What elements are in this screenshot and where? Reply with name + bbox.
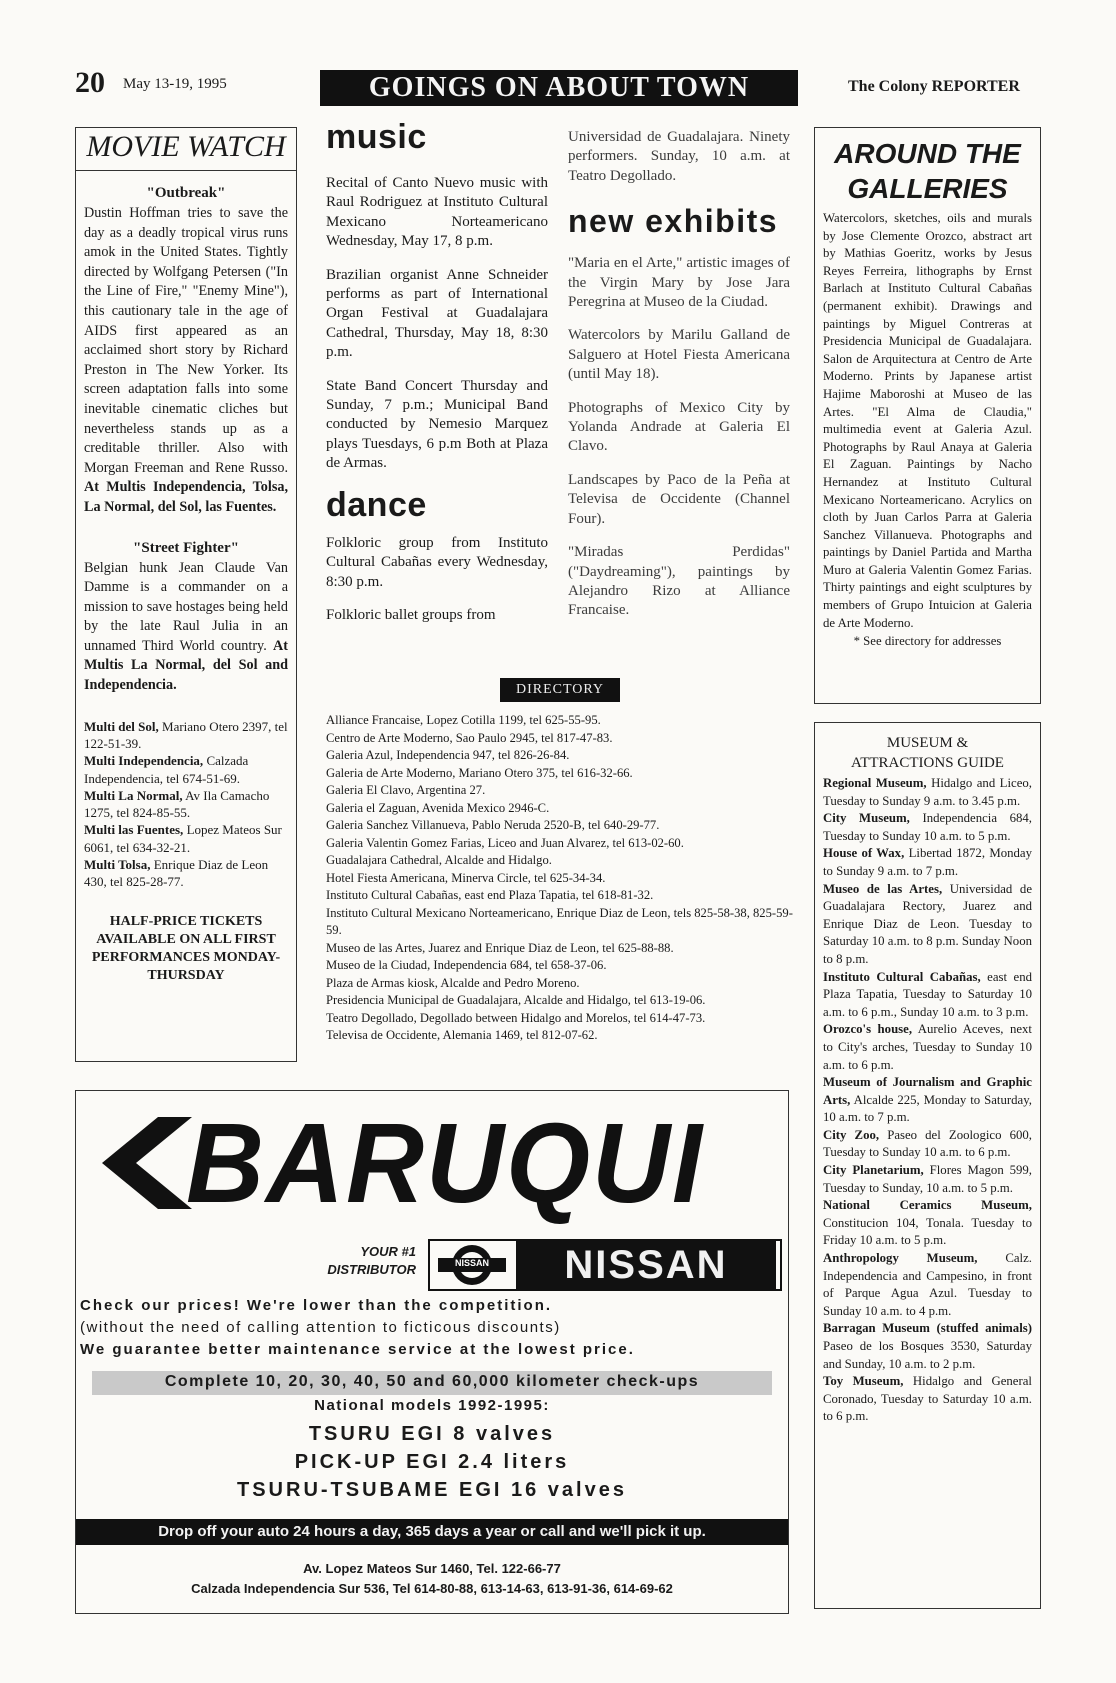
directory-entry: Galeria El Clavo, Argentina 27. [326, 783, 486, 797]
exhibit-listing: Photographs of Mexico City by Yolanda Andrade at Galeria El Clavo. [568, 399, 790, 455]
new-exhibits-heading: new exhibits [568, 203, 779, 240]
nissan-wordmark: NISSAN [516, 1241, 776, 1289]
directory-entry: Instituto Cultural Cabañas, east end Plaza Tapatia, tel 618-81-32. [326, 888, 654, 902]
directory-entry: Galeria Valentin Gomez Farias, Liceo and Juan Alvarez, tel 613-02-60. [326, 835, 684, 850]
exhibit-listing: Landscapes by Paco de la Peña at Televisa de Occidente (Channel Four). [568, 471, 790, 527]
directory-entry: Televisa de Occidente, Alemania 1469, tel 812-07-62. [326, 1028, 598, 1042]
exhibits-column [568, 128, 790, 635]
directory-entry: Galeria de Arte Moderno, Mariano Otero 375, tel 616-32-66. [326, 765, 633, 780]
film-venue: At Multis La Normal, del Sol and Independencia. [84, 637, 288, 694]
nissan-logo-frame [428, 1239, 782, 1291]
music-listing: Recital of Canto Nuevo music with Raul Rodriguez at Instituto Cultural Mexicano Norteamericano Wednesday, May 17, 8 p.m. [326, 175, 548, 250]
ad-checkups-line: Complete 10, 20, 30, 40, 50 and 60,000 kilometer check-ups [164, 1373, 700, 1390]
theater-entry: Multi las Fuentes, Lopez Mateos Sur 6061, tel 634-32-21. [84, 822, 282, 855]
museum-entry: Instituto Cultural Cabañas, east end Plaza Tapatia, Tuesday to Saturday 10 a.m. to 6 p.m., Sunday 10 a.m. to 3 p.m. [823, 969, 1033, 1019]
film-review: Dustin Hoffman tries to save the day as a deadly tropical virus runs amok in the United States. Tightly directed by Wolfgang Petersen ("In the Line of Fire," "Enemy Mine"), this cautionary tale in the age of AIDS first appeared as an acclaimed short story by Richard Preston in The New Yorker. Its screen adaptation falls into some inevitable cinematic cliches but nevertheless stands up as a creditable thriller. Also with Morgan Freeman and Rene Russo. At Multis Independencia, Tolsa, La Normal, del Sol, las Fuentes. [84, 205, 288, 515]
baruqui-logo-chevron-icon [88, 1113, 198, 1213]
baruqui-wordmark: BARUQUI [186, 1099, 704, 1227]
directory-entry: Instituto Cultural Mexicano Norteamericano, Enrique Diaz de Leon, tels 825-58-38, 825-59-59. [326, 905, 793, 937]
dance-listing: Folkloric ballet groups from [326, 606, 496, 623]
directory-entry: Galeria Azul, Independencia 947, tel 826-26-84. [326, 748, 570, 762]
distributor-tagline [306, 1243, 416, 1279]
ad-prices-line: Check our prices! We're lower than the competition. [80, 1297, 553, 1314]
page-number: 20 [75, 66, 105, 99]
music-dance-column [326, 120, 548, 639]
galleries-body: Watercolors, sketches, oils and murals by Jose Clemente Orozco, abstract art by Mathias Goeritz, works by Jesus Reyes Ferreira, lithographs by Ernst Barlach at Instituto Cultural Cabañas (permanent exhibit). Drawings and paintings by Miguel Contreras at Presidencia Municipal de Guadalajara. Salon de Arquitectura at Centro de Arte Moderno. Prints by Japanese artist Hajime Maboroshi at Museo de las Artes. "El Alma de Claudia," multimedia event at Galeria Azul. Photographs by Raul Anaya at Galeria El Zaguan. Paintings by Nacho Hernandez at Instituto Cultural Mexicano Norteamericano. Acrylics on cloth by Juan Carlos Parra at Galeria Sanchez Villanueva. Photographs and paintings by Daniel Partida and Martha Muro at Galeria Valentin Gomez Farias. Thirty paintings and eight sculptures by members of Grupo Intuicion at Galeria de Arte Moderno. [823, 211, 1032, 630]
film-review: Belgian hunk Jean Claude Van Damme is a commander on a mission to save hostages being held by the late Raul Julia in an unnamed Third World country. At Multis La Normal, del Sol and Independencia. [84, 559, 288, 694]
directory-entry: Museo de las Artes, Juarez and Enrique Diaz de Leon, tel 625-88-88. [326, 940, 674, 955]
directory-entry: Alliance Francaise, Lopez Cotilla 1199, tel 625-55-95. [326, 713, 601, 727]
dance-listing: Folkloric group from Instituto Cultural Cabañas every Wednesday, 8:30 p.m. [326, 534, 548, 590]
exhibit-listing: "Miradas Perdidas" ("Daydreaming"), paintings by Alejandro Rizo at Alliance Francaise. [568, 544, 790, 619]
ad-models-heading: National models 1992-1995: [314, 1397, 550, 1414]
baruqui-advertisement [75, 1090, 789, 1614]
ad-address: Av. Lopez Mateos Sur 1460, Tel. 122-66-77 [303, 1561, 561, 1576]
galleries-title-line: GALLERIES [847, 173, 1008, 204]
film-venue: At Multis Independencia, Tolsa, La Normal, del Sol, las Fuentes. [84, 479, 288, 515]
museum-entry: City Planetarium, Flores Magon 599, Tuesday to Sunday, 10 a.m. to 5 p.m. [823, 1163, 1032, 1195]
theater-entry: Multi Independencia, Calzada Independencia, tel 674-51-69. [84, 753, 249, 786]
issue-date: May 13-19, 1995 [123, 76, 227, 92]
theater-entry: Multi del Sol, Mariano Otero 2397, tel 122-51-39. [84, 718, 288, 751]
tagline-line: DISTRIBUTOR [327, 1262, 416, 1277]
museum-entry: Toy Museum, Hidalgo and General Coronado, Tuesday to Saturday 10 a.m. to 6 p.m. [823, 1374, 1032, 1424]
ad-model: PICK-UP EGI 2.4 liters [294, 1451, 570, 1473]
theater-list [84, 718, 288, 891]
museum-entry: Museum of Journalism and Graphic Arts, Alcalde 225, Monday to Saturday, 10 a.m. to 7 p.m. [823, 1075, 1032, 1125]
galleries-note: * See directory for addresses [853, 634, 1002, 649]
ad-model: TSURU EGI 8 valves [308, 1423, 556, 1445]
museum-entry: Orozco's house, Aurelio Aceves, next to City's arches, Tuesday to Sunday 10 a.m. to 6 p.m. [823, 1022, 1032, 1072]
directory-entry: Presidencia Municipal de Guadalajara, Alcalde and Hidalgo, tel 613-19-06. [326, 993, 706, 1007]
museum-entry: Anthropology Museum, Calz. Independencia and Campesino, in front of Parque Agua Azul. Tuesday to Sunday 10 a.m. to 4 p.m. [823, 1251, 1032, 1318]
tagline-line: YOUR #1 [360, 1244, 416, 1259]
tickets-note: HALF-PRICE TICKETS AVAILABLE ON ALL FIRST PERFORMANCES MONDAY-THURSDAY [91, 913, 281, 983]
movie-watch-box [75, 127, 297, 1062]
theater-entry: Multi La Normal, Av Ila Camacho 1275, tel 824-85-55. [84, 787, 270, 821]
museum-guide-box [814, 722, 1041, 1609]
publication-name: The Colony REPORTER [848, 78, 1020, 95]
galleries-box [814, 127, 1041, 704]
film-title: "Street Fighter" [133, 539, 239, 556]
directory-entry: Hotel Fiesta Americana, Minerva Circle, tel 625-34-34. [326, 870, 606, 885]
music-listing: State Band Concert Thursday and Sunday, 7 p.m.; Municipal Band conducted by Nemesio Marquez plays Tuesdays, 6 p.m Both at Plaza de Armas. [326, 377, 548, 472]
exhibit-listing: "Maria en el Arte," artistic images of the Virgin Mary by Jose Jara Peregrina at Museo de la Ciudad. [568, 255, 790, 311]
music-listing: Brazilian organist Anne Schneider performs as part of International Organ Festival at Guadalajara Cathedral, Thursday, May 18, 8:30 p.m. [326, 266, 548, 361]
nissan-badge-text: NISSAN [454, 1258, 489, 1268]
film-title: "Outbreak" [146, 185, 226, 201]
museum-entry: City Zoo, Paseo del Zoologico 600, Tuesday to Sunday 10 a.m. to 6 p.m. [823, 1127, 1032, 1160]
directory-entry: Galeria el Zaguan, Avenida Mexico 2946-C. [326, 800, 550, 815]
dance-listing-continued: Universidad de Guadalajara. Ninety performers. Sunday, 10 a.m. at Teatro Degollado. [568, 129, 790, 184]
section-banner: GOINGS ON ABOUT TOWN [320, 70, 798, 106]
ad-discounts-line: (without the need of calling attention to ficticous discounts) [80, 1319, 561, 1336]
ad-guarantee-line: We guarantee better maintenance service at the lowest price. [80, 1341, 635, 1358]
music-heading: music [326, 118, 427, 156]
museum-guide-title [823, 733, 1032, 773]
directory-heading: DIRECTORY [500, 678, 620, 702]
museum-entry: City Museum, Independencia 684, Tuesday to Sunday 10 a.m. to 5 p.m. [823, 811, 1033, 843]
directory-entry: Galeria Sanchez Villanueva, Pablo Neruda 2520-B, tel 640-29-77. [326, 818, 660, 832]
ad-model: TSURU-TSUBAME EGI 16 valves [237, 1479, 627, 1501]
directory-entry: Museo de la Ciudad, Independencia 684, tel 658-37-06. [326, 958, 607, 972]
ad-dropoff-banner: Drop off your auto 24 hours a day, 365 days a year or call and we'll pick it up. [76, 1519, 788, 1545]
dance-heading: dance [326, 485, 427, 524]
directory-list [326, 712, 796, 1045]
museum-guide-title-line: MUSEUM & [886, 735, 969, 751]
museum-entry: Museo de las Artes, Universidad de Guadalajara Rectory, Juarez and Enrique Diaz de Leon. Tuesday to Saturday 10 a.m. to 8 p.m. Sunday Noon to 8 p.m. [823, 881, 1032, 966]
movie-watch-title: MOVIE WATCH [76, 128, 296, 171]
directory-entry: Guadalajara Cathedral, Alcalde and Hidalgo. [326, 853, 552, 867]
galleries-title-line: AROUND THE [834, 138, 1021, 169]
galleries-title [823, 136, 1032, 206]
museum-entry: Regional Museum, Hidalgo and Liceo, Tuesday to Sunday 9 a.m. to 3.45 p.m. [823, 776, 1032, 808]
theater-entry: Multi Tolsa, Enrique Diaz de Leon 430, tel 825-28-77. [84, 857, 269, 890]
museum-entry: Barragan Museum (stuffed animals) Paseo de los Bosques 3530, Saturday and Sunday, 10 a.m. to 2 p.m. [823, 1321, 1032, 1371]
museum-entry: House of Wax, Libertad 1872, Monday to Sunday 9 a.m. to 7 p.m. [823, 846, 1032, 878]
museum-guide-title-line: ATTRACTIONS GUIDE [851, 755, 1004, 771]
directory-entry: Centro de Arte Moderno, Sao Paulo 2945, tel 817-47-83. [326, 730, 613, 745]
ad-address: Calzada Independencia Sur 536, Tel 614-80-88, 613-14-63, 613-91-36, 614-69-62 [191, 1581, 673, 1596]
exhibit-listing: Watercolors by Marilu Galland de Salguero at Hotel Fiesta Americana (until May 18). [568, 327, 790, 383]
directory-entry: Plaza de Armas kiosk, Alcalde and Pedro Moreno. [326, 975, 580, 990]
museum-entry: National Ceramics Museum, Constitucion 104, Tonala. Tuesday to Friday 10 a.m. to 5 p.m. [823, 1198, 1032, 1248]
directory-entry: Teatro Degollado, Degollado between Hidalgo and Morelos, tel 614-47-73. [326, 1010, 706, 1025]
